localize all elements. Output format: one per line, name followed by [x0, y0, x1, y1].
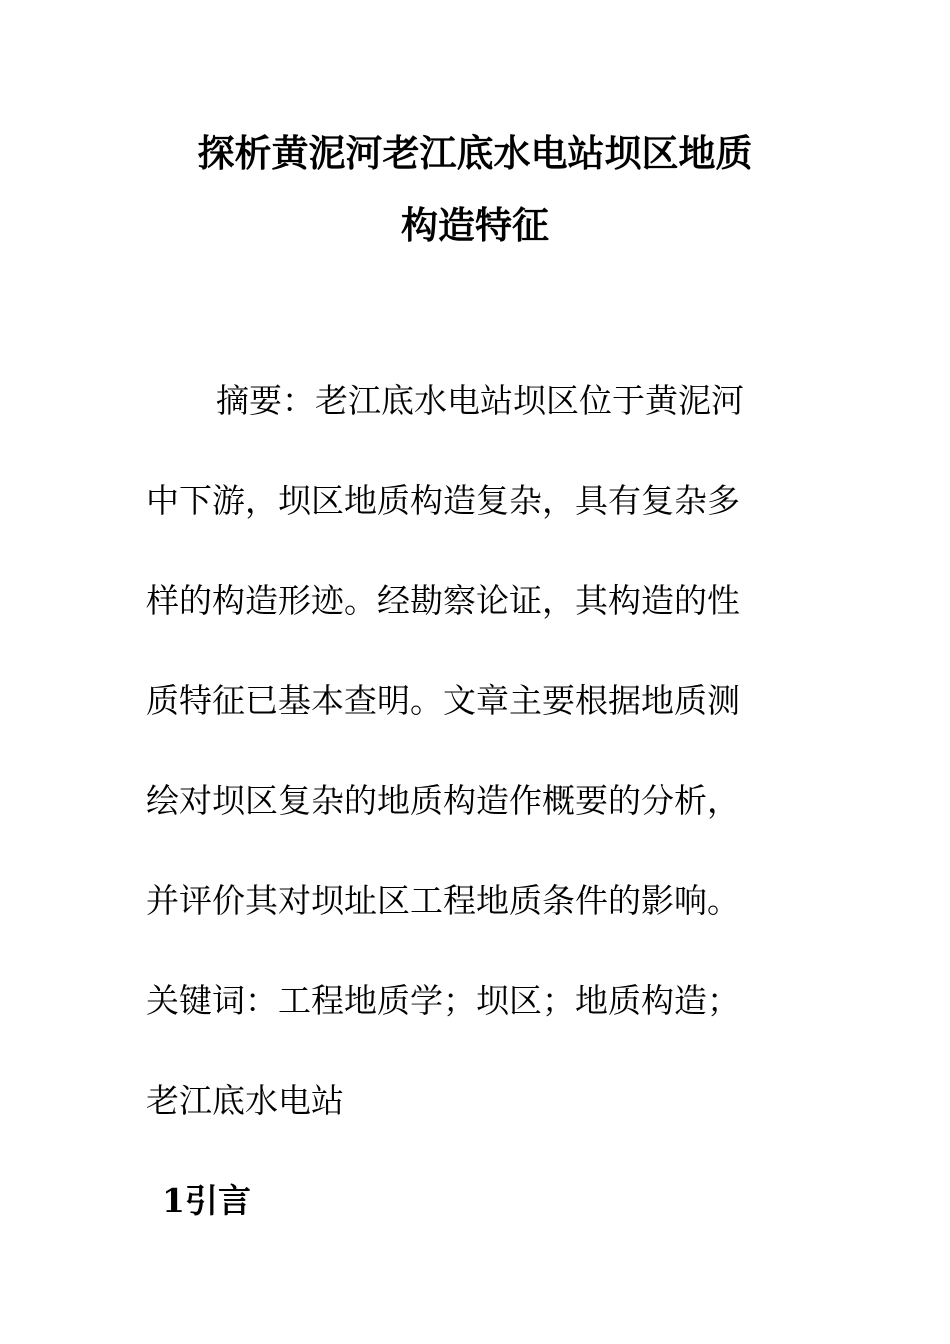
keywords-line-1: 关键词：工程地质学；坝区；地质构造； — [146, 981, 740, 1020]
abstract-line-6: 并评价其对坝址区工程地质条件的影响。 — [146, 881, 740, 920]
keywords-line-2: 老江底水电站 — [146, 1081, 344, 1120]
abstract-line-4: 质特征已基本查明。文章主要根据地质测 — [146, 681, 740, 720]
section-heading-introduction: 1引言 — [162, 1181, 251, 1220]
document-title-line-1: 探析黄泥河老江底水电站坝区地质 — [197, 132, 753, 175]
abstract-line-5: 绘对坝区复杂的地质构造作概要的分析， — [146, 781, 740, 820]
abstract-line-1: 摘要：老江底水电站坝区位于黄泥河 — [216, 381, 744, 420]
document-title-line-2: 构造特征 — [401, 204, 549, 247]
abstract-line-2: 中下游，坝区地质构造复杂，具有复杂多 — [146, 481, 740, 520]
abstract-line-3: 样的构造形迹。经勘察论证，其构造的性 — [146, 581, 740, 620]
